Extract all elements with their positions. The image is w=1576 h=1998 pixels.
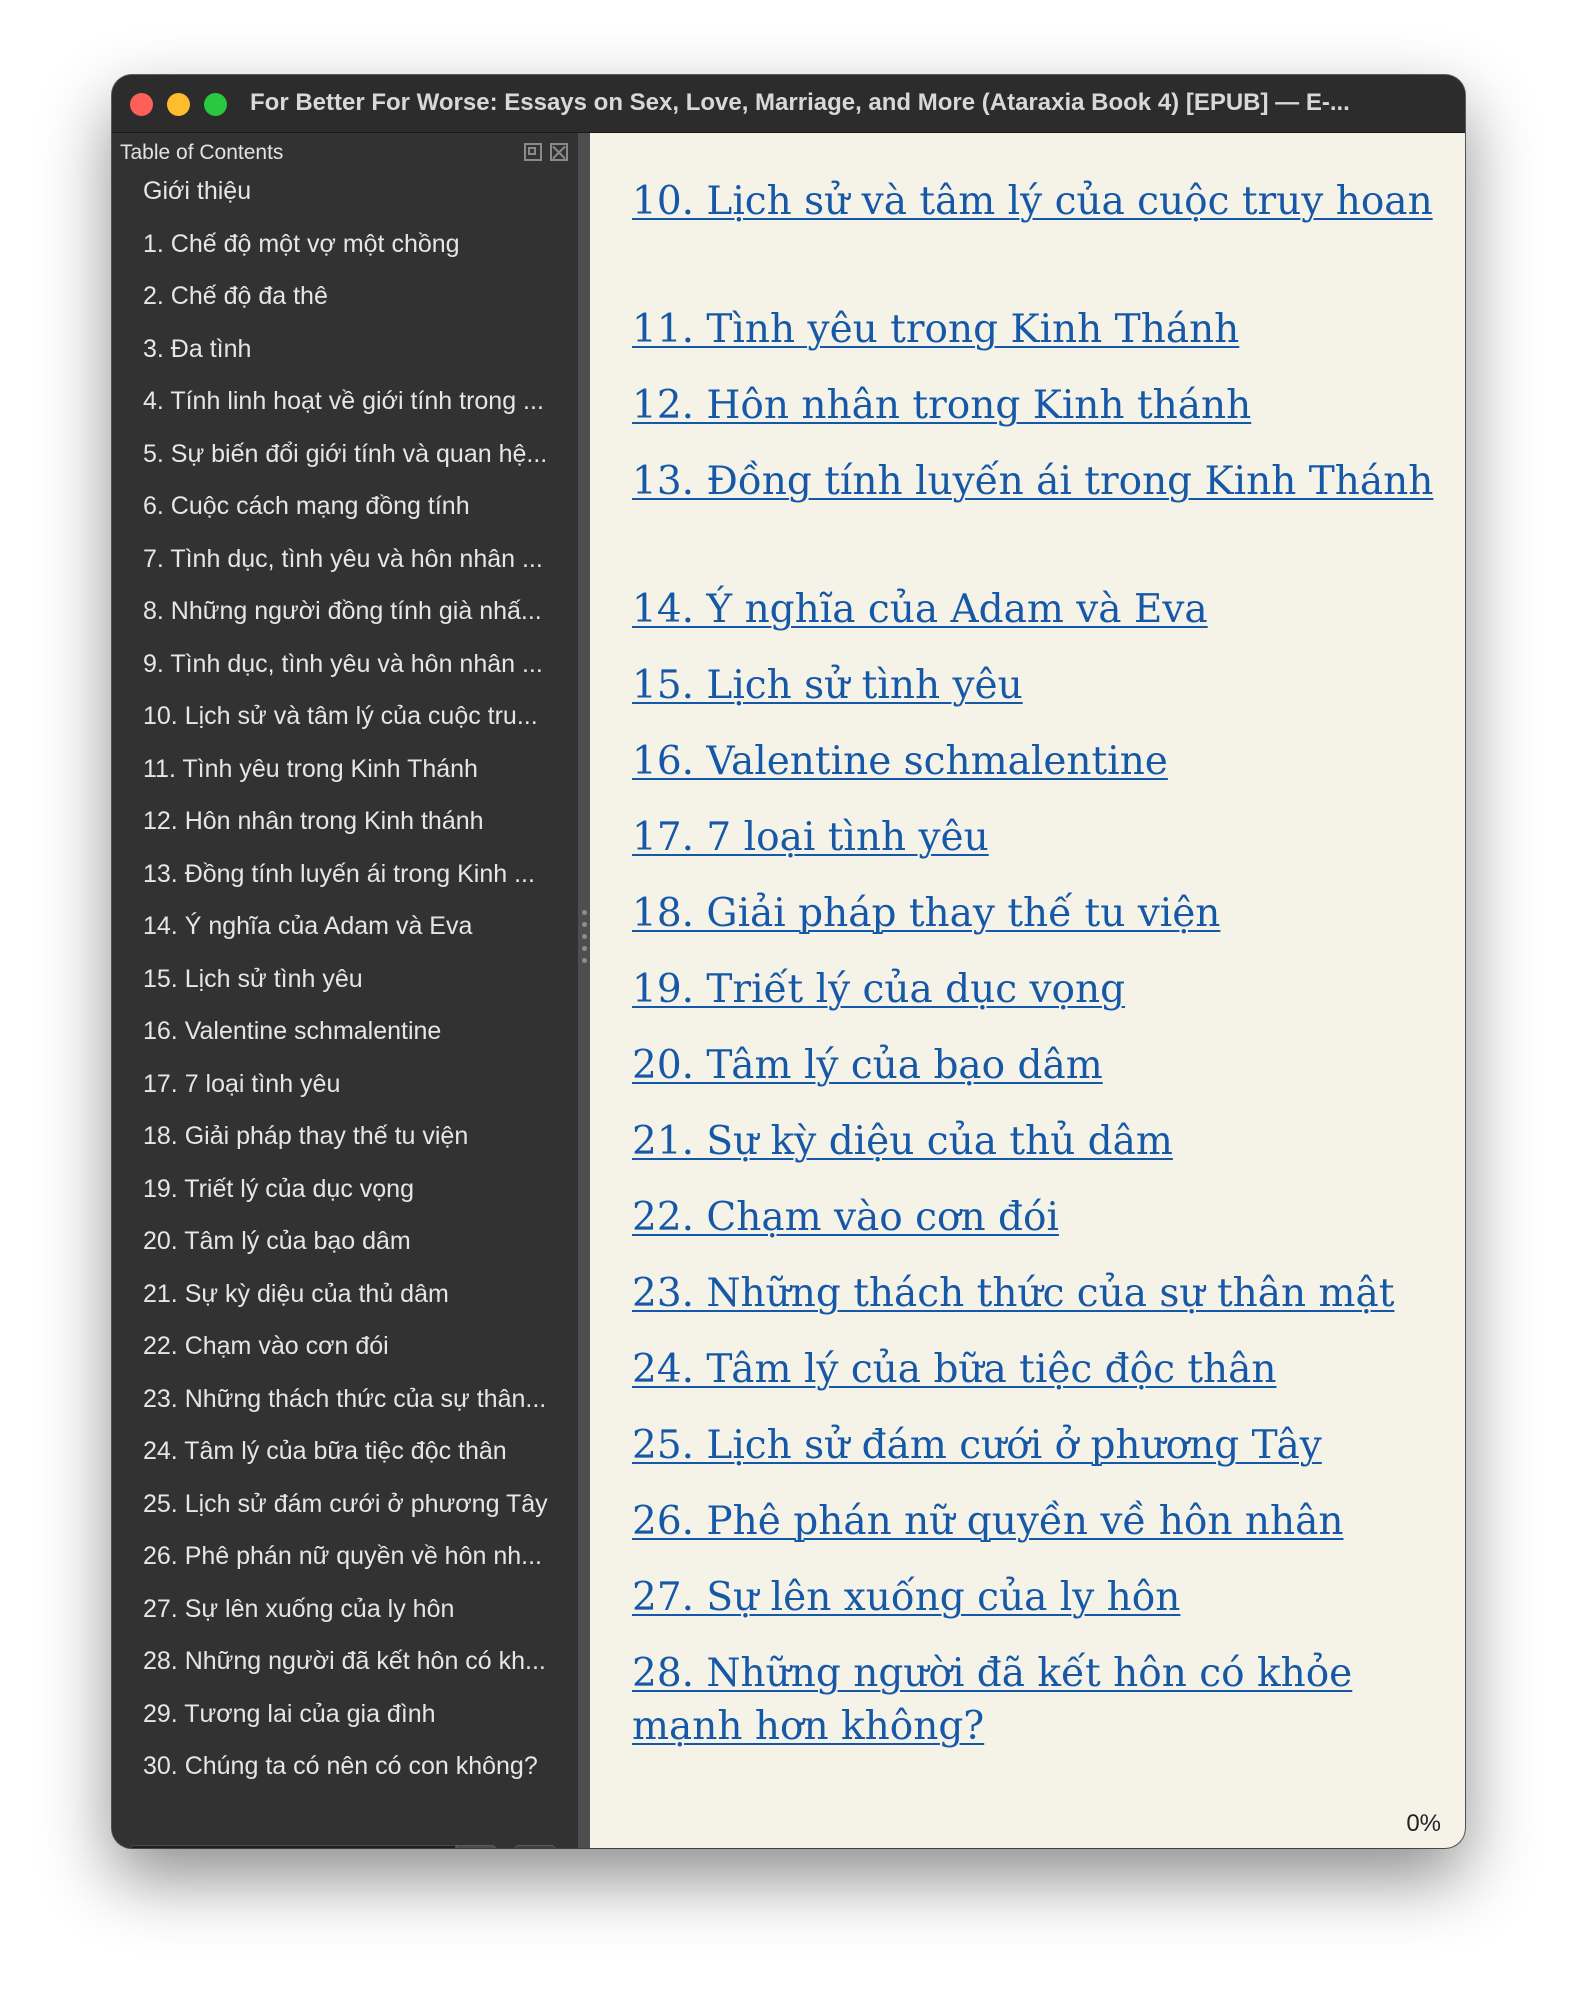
search-history-dropdown[interactable] (456, 1845, 496, 1848)
close-window-button[interactable] (130, 93, 153, 116)
toc-item[interactable]: 23. Những thách thức của sự thân... (143, 1384, 547, 1413)
toc-item[interactable]: 20. Tâm lý của bạo dâm (143, 1227, 411, 1255)
splitter-grip-icon (582, 946, 587, 951)
toc-item[interactable]: 8. Những người đồng tính già nhấ... (143, 597, 542, 625)
toc-item[interactable]: 10. Lịch sử và tâm lý của cuộc tru... (143, 702, 538, 730)
window-title: For Better For Worse: Essays on Sex, Love, Marriage, and More (Ataraxia Book 4) [EPUB] — E-... (250, 89, 1350, 116)
toc-item[interactable]: 1. Chế độ một vợ một chồng (143, 229, 460, 258)
toc-item[interactable]: 25. Lịch sử đám cưới ở phương Tây (143, 1489, 548, 1518)
chapter-link[interactable]: 24. Tâm lý của bữa tiệc độc thân (632, 1347, 1277, 1392)
toc-list (112, 173, 578, 1848)
toc-item[interactable]: 9. Tình dục, tình yêu và hôn nhân ... (143, 649, 543, 678)
toc-item[interactable]: 30. Chúng ta có nên có con không? (143, 1752, 538, 1780)
splitter-grip-icon (582, 958, 587, 963)
toc-item[interactable]: 22. Chạm vào cơn đói (143, 1332, 389, 1360)
chapter-link[interactable]: 27. Sự lên xuống của ly hôn (632, 1575, 1181, 1620)
toc-item[interactable]: 14. Ý nghĩa của Adam và Eva (143, 912, 473, 940)
chapter-link[interactable]: 28. Những người đã kết hôn có khỏe mạnh hơn không? (632, 1651, 1353, 1749)
toc-item[interactable]: 11. Tình yêu trong Kinh Thánh (143, 754, 478, 783)
chapter-link[interactable]: 20. Tâm lý của bạo dâm (632, 1043, 1103, 1088)
chapter-link[interactable]: 12. Hôn nhân trong Kinh thánh (632, 383, 1252, 428)
toc-item[interactable]: 3. Đa tình (143, 334, 252, 363)
toc-sidebar (112, 133, 578, 1848)
reading-progress: 0% (1406, 1810, 1441, 1837)
toc-search-input[interactable] (130, 1845, 456, 1848)
chapter-link[interactable]: 15. Lịch sử tình yêu (632, 663, 1023, 708)
reader-window (112, 75, 1465, 1848)
chapter-link[interactable]: 18. Giải pháp thay thế tu viện (632, 891, 1221, 936)
search-button[interactable] (514, 1845, 556, 1848)
toc-item[interactable]: 26. Phê phán nữ quyền về hôn nh... (143, 1542, 542, 1570)
toc-item[interactable]: 13. Đồng tính luyến ái trong Kinh ... (143, 859, 535, 888)
toc-item[interactable]: 19. Triết lý của dục vọng (143, 1174, 414, 1203)
chapter-link[interactable]: 11. Tình yêu trong Kinh Thánh (632, 307, 1240, 352)
toc-item[interactable]: 29. Tương lai của gia đình (143, 1699, 436, 1728)
chapter-link[interactable]: 16. Valentine schmalentine (632, 739, 1168, 784)
panel-splitter[interactable] (578, 133, 590, 1848)
chapter-link[interactable]: 26. Phê phán nữ quyền về hôn nhân (632, 1499, 1344, 1544)
toc-item[interactable]: 24. Tâm lý của bữa tiệc độc thân (143, 1437, 507, 1465)
chapter-link[interactable]: 13. Đồng tính luyến ái trong Kinh Thánh (632, 459, 1434, 504)
toc-item[interactable]: 4. Tính linh hoạt về giới tính trong ... (143, 387, 544, 415)
minimize-window-button[interactable] (167, 93, 190, 116)
title-bar[interactable] (112, 75, 1465, 133)
toc-item[interactable]: 28. Những người đã kết hôn có kh... (143, 1647, 546, 1675)
toc-item[interactable]: 6. Cuộc cách mạng đồng tính (143, 492, 470, 520)
toc-item[interactable]: 21. Sự kỳ diệu của thủ dâm (143, 1279, 449, 1308)
chapter-link[interactable]: 21. Sự kỳ diệu của thủ dâm (632, 1119, 1173, 1164)
toc-item[interactable]: Giới thiệu (143, 177, 252, 205)
chapter-link[interactable]: 17. 7 loại tình yêu (632, 815, 989, 860)
toc-item[interactable]: 16. Valentine schmalentine (143, 1017, 442, 1045)
chapter-link[interactable]: 25. Lịch sử đám cưới ở phương Tây (632, 1423, 1322, 1468)
chapter-link[interactable]: 14. Ý nghĩa của Adam và Eva (632, 587, 1208, 632)
toc-item[interactable]: 17. 7 loại tình yêu (143, 1069, 341, 1098)
toc-header: Table of Contents (120, 141, 284, 164)
chapter-link[interactable]: 10. Lịch sử và tâm lý của cuộc truy hoan (632, 179, 1433, 224)
toc-item[interactable]: 7. Tình dục, tình yêu và hôn nhân ... (143, 544, 543, 573)
toc-item[interactable]: 15. Lịch sử tình yêu (143, 964, 363, 993)
chapter-link[interactable]: 22. Chạm vào cơn đói (632, 1195, 1059, 1240)
toc-item[interactable]: 2. Chế độ đa thê (143, 282, 328, 310)
zoom-window-button[interactable] (204, 93, 227, 116)
splitter-grip-icon (582, 922, 587, 927)
splitter-grip-icon (582, 934, 587, 939)
chapter-link[interactable]: 19. Triết lý của dục vọng (632, 967, 1126, 1012)
book-page (590, 133, 1465, 1848)
toc-item[interactable]: 18. Giải pháp thay thế tu viện (143, 1122, 469, 1150)
float-panel-icon[interactable] (524, 143, 542, 161)
close-panel-icon[interactable] (550, 143, 568, 161)
splitter-grip-icon (582, 910, 587, 915)
toc-item[interactable]: 5. Sự biến đổi giới tính và quan hệ... (143, 439, 548, 468)
toc-item[interactable]: 27. Sự lên xuống của ly hôn (143, 1594, 455, 1623)
chapter-link[interactable]: 23. Những thách thức của sự thân mật (632, 1271, 1395, 1316)
toc-item[interactable]: 12. Hôn nhân trong Kinh thánh (143, 807, 484, 835)
